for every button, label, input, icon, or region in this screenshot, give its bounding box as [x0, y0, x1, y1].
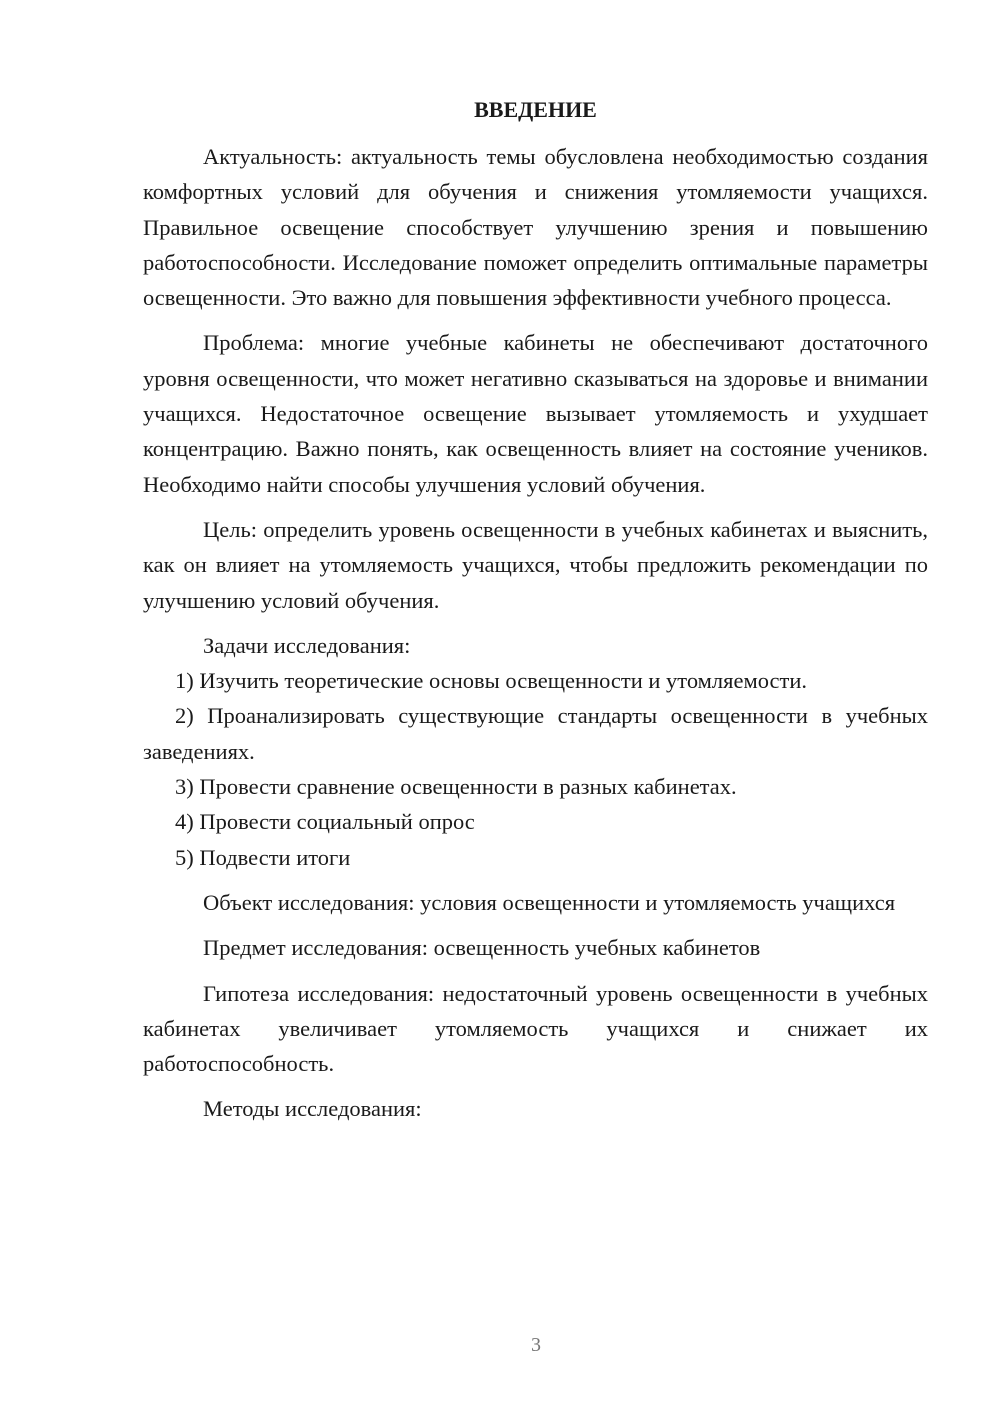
- page-number: 3: [531, 1334, 541, 1356]
- methods-heading: Методы исследования:: [203, 1096, 422, 1122]
- task-item-2: 2) Проанализировать существующие стандарты освещенности в учебных заведениях.: [143, 703, 928, 764]
- problem-paragraph: Проблема: многие учебные кабинеты не обеспечивают достаточного уровня освещенности, что может негативно сказываться на здоровье и внимании учащихся. Недостаточное освещение вызывает утомляемость и ухудшает концентрацию. Важно понять, как освещенность влияет на состояние учеников. Необходимо найти способы улучшения условий обучения.: [143, 330, 928, 497]
- relevance-paragraph: Актуальность: актуальность темы обусловлена необходимостью создания комфортных условий для обучения и снижения утомляемости учащихся. Правильное освещение способствует улучшению зрения и повышению работоспособности. Исследование поможет определить оптимальные параметры освещенности. Это важно для повышения эффективности учебного процесса.: [143, 144, 928, 311]
- section-title: ВВЕДЕНИЕ: [474, 97, 597, 122]
- task-item-5: 5) Подвести итоги: [175, 844, 351, 870]
- tasks-heading: Задачи исследования:: [203, 632, 411, 658]
- subject-paragraph: Предмет исследования: освещенность учебных кабинетов: [203, 935, 761, 961]
- task-item-1: 1) Изучить теоретические основы освещенности и утомляемости.: [175, 668, 807, 694]
- object-paragraph: Объект исследования: условия освещенности и утомляемость учащихся: [203, 889, 896, 915]
- goal-paragraph: Цель: определить уровень освещенности в учебных кабинетах и выяснить, как он влияет на утомляемость учащихся, чтобы предложить рекомендации по улучшению условий обучения.: [143, 516, 928, 613]
- page-content: [143, 90, 928, 1127]
- task-item-4: 4) Провести социальный опрос: [175, 809, 475, 835]
- hypothesis-paragraph: Гипотеза исследования: недостаточный уровень освещенности в учебных кабинетах увеличивает утомляемость учащихся и снижает их работоспособность.: [143, 980, 928, 1077]
- task-item-3: 3) Провести сравнение освещенности в разных кабинетах.: [175, 774, 737, 800]
